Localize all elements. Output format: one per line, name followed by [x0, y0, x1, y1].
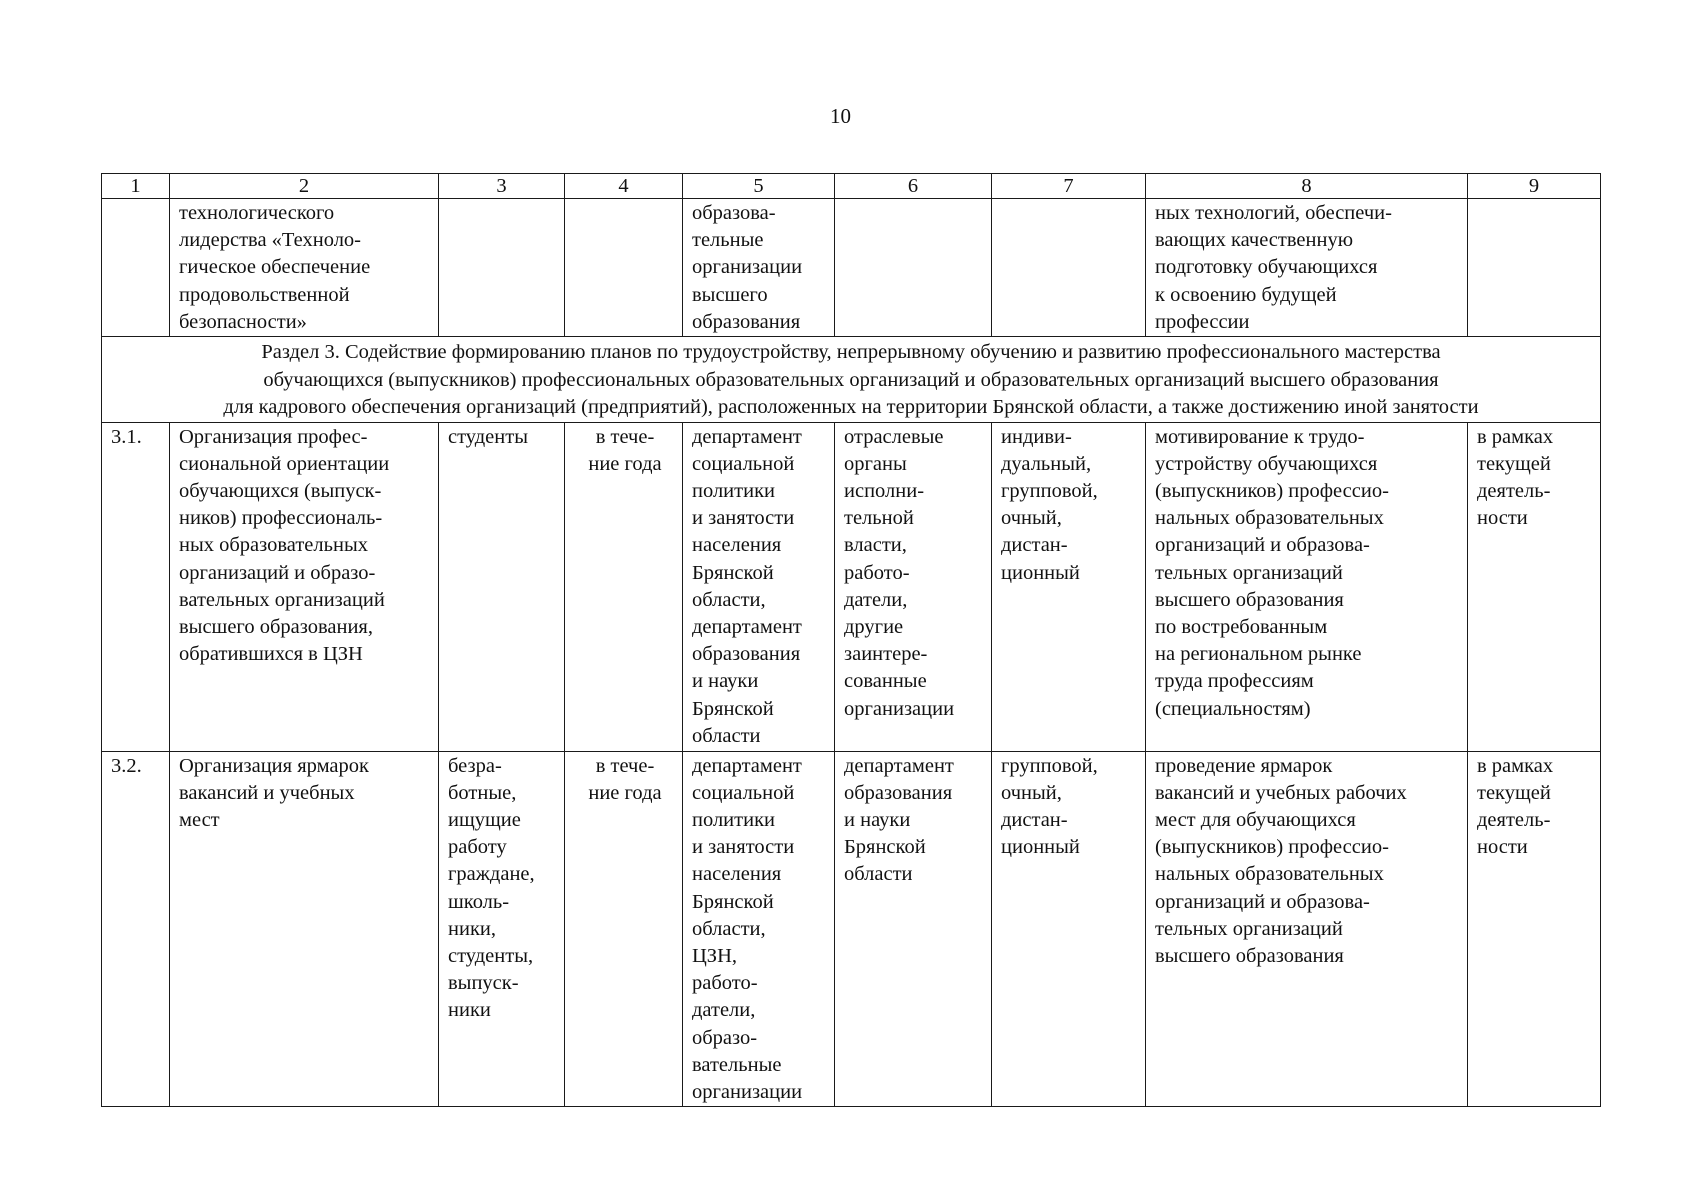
funding-cell: в рамках текущей деятель- ности [1468, 422, 1601, 751]
responsible-cell: департамент социальной политики и занятости населения Брянской области, ЦЗН, работо- датели, образо- вательные организации [683, 751, 835, 1107]
row-number: 3.2. [102, 751, 170, 1107]
cell: технологического лидерства «Техноло- гическое обеспечение продовольственной безопасности» [170, 199, 439, 337]
responsible-cell: департамент социальной политики и занятости населения Брянской области, департамент образования и науки Брянской области [683, 422, 835, 751]
column-number: 6 [835, 174, 992, 199]
continuation-row [102, 199, 1601, 337]
partners-cell: департамент образования и науки Брянской области [835, 751, 992, 1107]
activities-table [101, 173, 1601, 1107]
funding-cell: в рамках текущей деятель- ности [1468, 751, 1601, 1107]
section-title [102, 337, 1601, 423]
cell [835, 199, 992, 337]
period-cell: в тече- ние года [565, 751, 683, 1107]
column-number: 4 [565, 174, 683, 199]
event-cell: Организация профес- сиональной ориентации обучающихся (выпуск- ников) профессиональ- ных образовательных организаций и образо- вательных организаций высшего образования, обратившихся в ЦЗН [170, 422, 439, 751]
column-number: 5 [683, 174, 835, 199]
section-title-line: Раздел 3. Содействие формированию планов по трудоустройству, непрерывному обучению и развитию профессионального мастерства [261, 341, 1441, 364]
column-number: 1 [102, 174, 170, 199]
result-cell: проведение ярмарок вакансий и учебных рабочих мест для обучающихся (выпускников) профессио- нальных образовательных организаций и образова- тельных организаций высшего образования [1146, 751, 1468, 1107]
format-cell: индиви- дуальный, групповой, очный, дистан- ционный [992, 422, 1146, 751]
cell [439, 199, 565, 337]
cell: ных технологий, обеспечи- вающих качественную подготовку обучающихся к освоению будущей профессии [1146, 199, 1468, 337]
participants-cell: безра- ботные, ищущие работу граждане, школь- ники, студенты, выпуск- ники [439, 751, 565, 1107]
format-cell: групповой, очный, дистан- ционный [992, 751, 1146, 1107]
column-number: 2 [170, 174, 439, 199]
cell [102, 199, 170, 337]
column-number: 9 [1468, 174, 1601, 199]
row-number: 3.1. [102, 422, 170, 751]
cell [992, 199, 1146, 337]
cell: образова- тельные организации высшего образования [683, 199, 835, 337]
section-heading-row [102, 337, 1601, 423]
result-cell: мотивирование к трудо- устройству обучающихся (выпускников) профессио- нальных образовательных организаций и образова- тельных организаций высшего образования по востребованным на региональном рынке труда профессиям (специальностям) [1146, 422, 1468, 751]
participants-cell: студенты [439, 422, 565, 751]
table-row [102, 751, 1601, 1107]
column-number: 3 [439, 174, 565, 199]
page-number: 10 [830, 104, 851, 128]
cell [565, 199, 683, 337]
column-number: 8 [1146, 174, 1468, 199]
partners-cell: отраслевые органы исполни- тельной власти, работо- датели, другие заинтере- сованные организации [835, 422, 992, 751]
period-cell: в тече- ние года [565, 422, 683, 751]
section-title-line: для кадрового обеспечения организаций (предприятий), расположенных на территории Брянской области, а также достижению иной занятости [223, 396, 1479, 419]
cell [1468, 199, 1601, 337]
column-number-row [102, 174, 1601, 199]
table-row [102, 422, 1601, 751]
column-number: 7 [992, 174, 1146, 199]
event-cell: Организация ярмарок вакансий и учебных мест [170, 751, 439, 1107]
section-title-line: обучающихся (выпускников) профессиональных образовательных организаций и образовательных организаций высшего образования [263, 368, 1439, 391]
